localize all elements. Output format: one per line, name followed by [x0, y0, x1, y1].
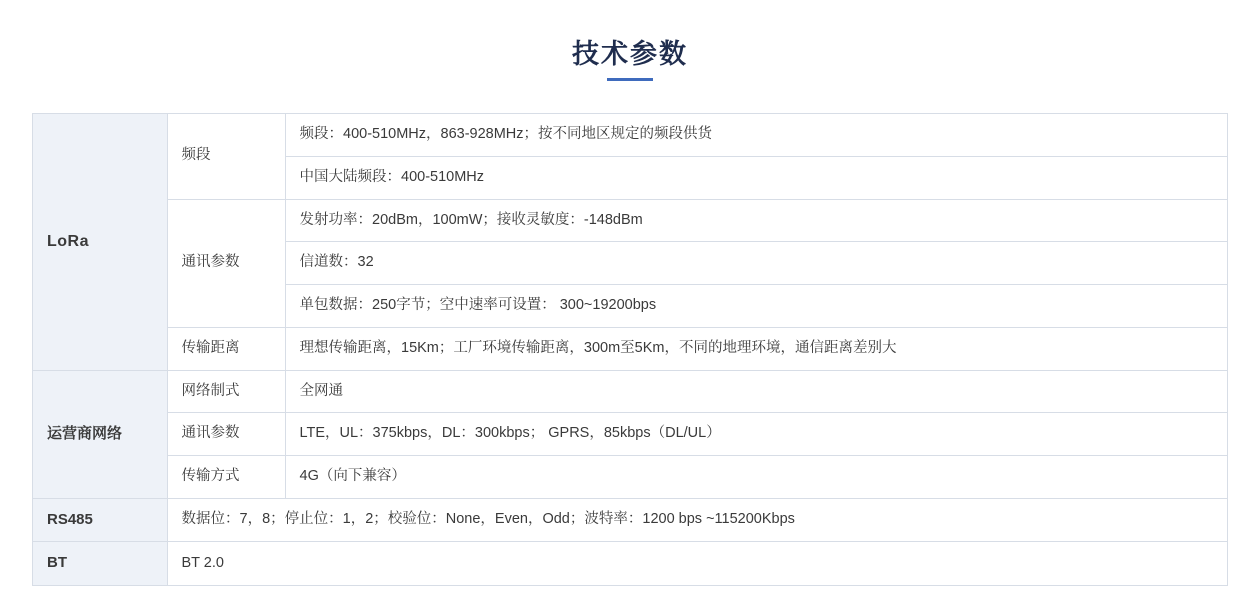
title-underline [607, 78, 653, 81]
table-row [33, 199, 1227, 242]
value-lora-comm-2: 信道数：32 [285, 242, 1227, 285]
sub-label-network-type: 网络制式 [167, 370, 285, 413]
value-lora-comm-3: 单包数据：250字节；空中速率可设置： 300~19200bps [285, 285, 1227, 328]
value-network-comm: LTE，UL：375kbps，DL：300kbps； GPRS，85kbps（DL/UL） [285, 413, 1227, 456]
sub-label-network-comm: 通讯参数 [167, 413, 285, 456]
table-row [33, 413, 1227, 456]
value-network-type: 全网通 [285, 370, 1227, 413]
sub-label-lora-comm: 通讯参数 [167, 199, 285, 327]
value-bt: BT 2.0 [167, 542, 1227, 586]
table-row [33, 370, 1227, 413]
page-title-wrapper [0, 0, 1260, 81]
value-network-transmission: 4G（向下兼容） [285, 456, 1227, 499]
spec-table-container [32, 113, 1228, 586]
table-row [33, 327, 1227, 370]
sub-label-lora-band: 频段 [167, 114, 285, 199]
value-lora-comm-1: 发射功率：20dBm，100mW；接收灵敏度：-148dBm [285, 199, 1227, 242]
table-row [33, 114, 1227, 156]
page-title-text: 技术参数 [572, 39, 688, 69]
value-rs485: 数据位：7，8；停止位：1，2；校验位：None，Even，Odd；波特率：1200 bps ~115200Kbps [167, 498, 1227, 542]
group-label-bt: BT [33, 542, 167, 586]
value-lora-distance-1: 理想传输距离，15Km；工厂环境传输距离，300m至5Km，不同的地理环境，通信距离差别大 [285, 327, 1227, 370]
table-row [33, 542, 1227, 586]
table-row [33, 456, 1227, 499]
page-title [572, 32, 688, 81]
table-row [33, 498, 1227, 542]
sub-label-network-transmission: 传输方式 [167, 456, 285, 499]
value-lora-band-1: 频段：400-510MHz，863-928MHz；按不同地区规定的频段供货 [285, 114, 1227, 156]
group-label-lora: LoRa [33, 114, 167, 370]
group-label-rs485: RS485 [33, 498, 167, 542]
spec-table [33, 114, 1227, 586]
sub-label-lora-distance: 传输距离 [167, 327, 285, 370]
value-lora-band-2: 中国大陆频段：400-510MHz [285, 156, 1227, 199]
group-label-carrier-network: 运营商网络 [33, 370, 167, 498]
